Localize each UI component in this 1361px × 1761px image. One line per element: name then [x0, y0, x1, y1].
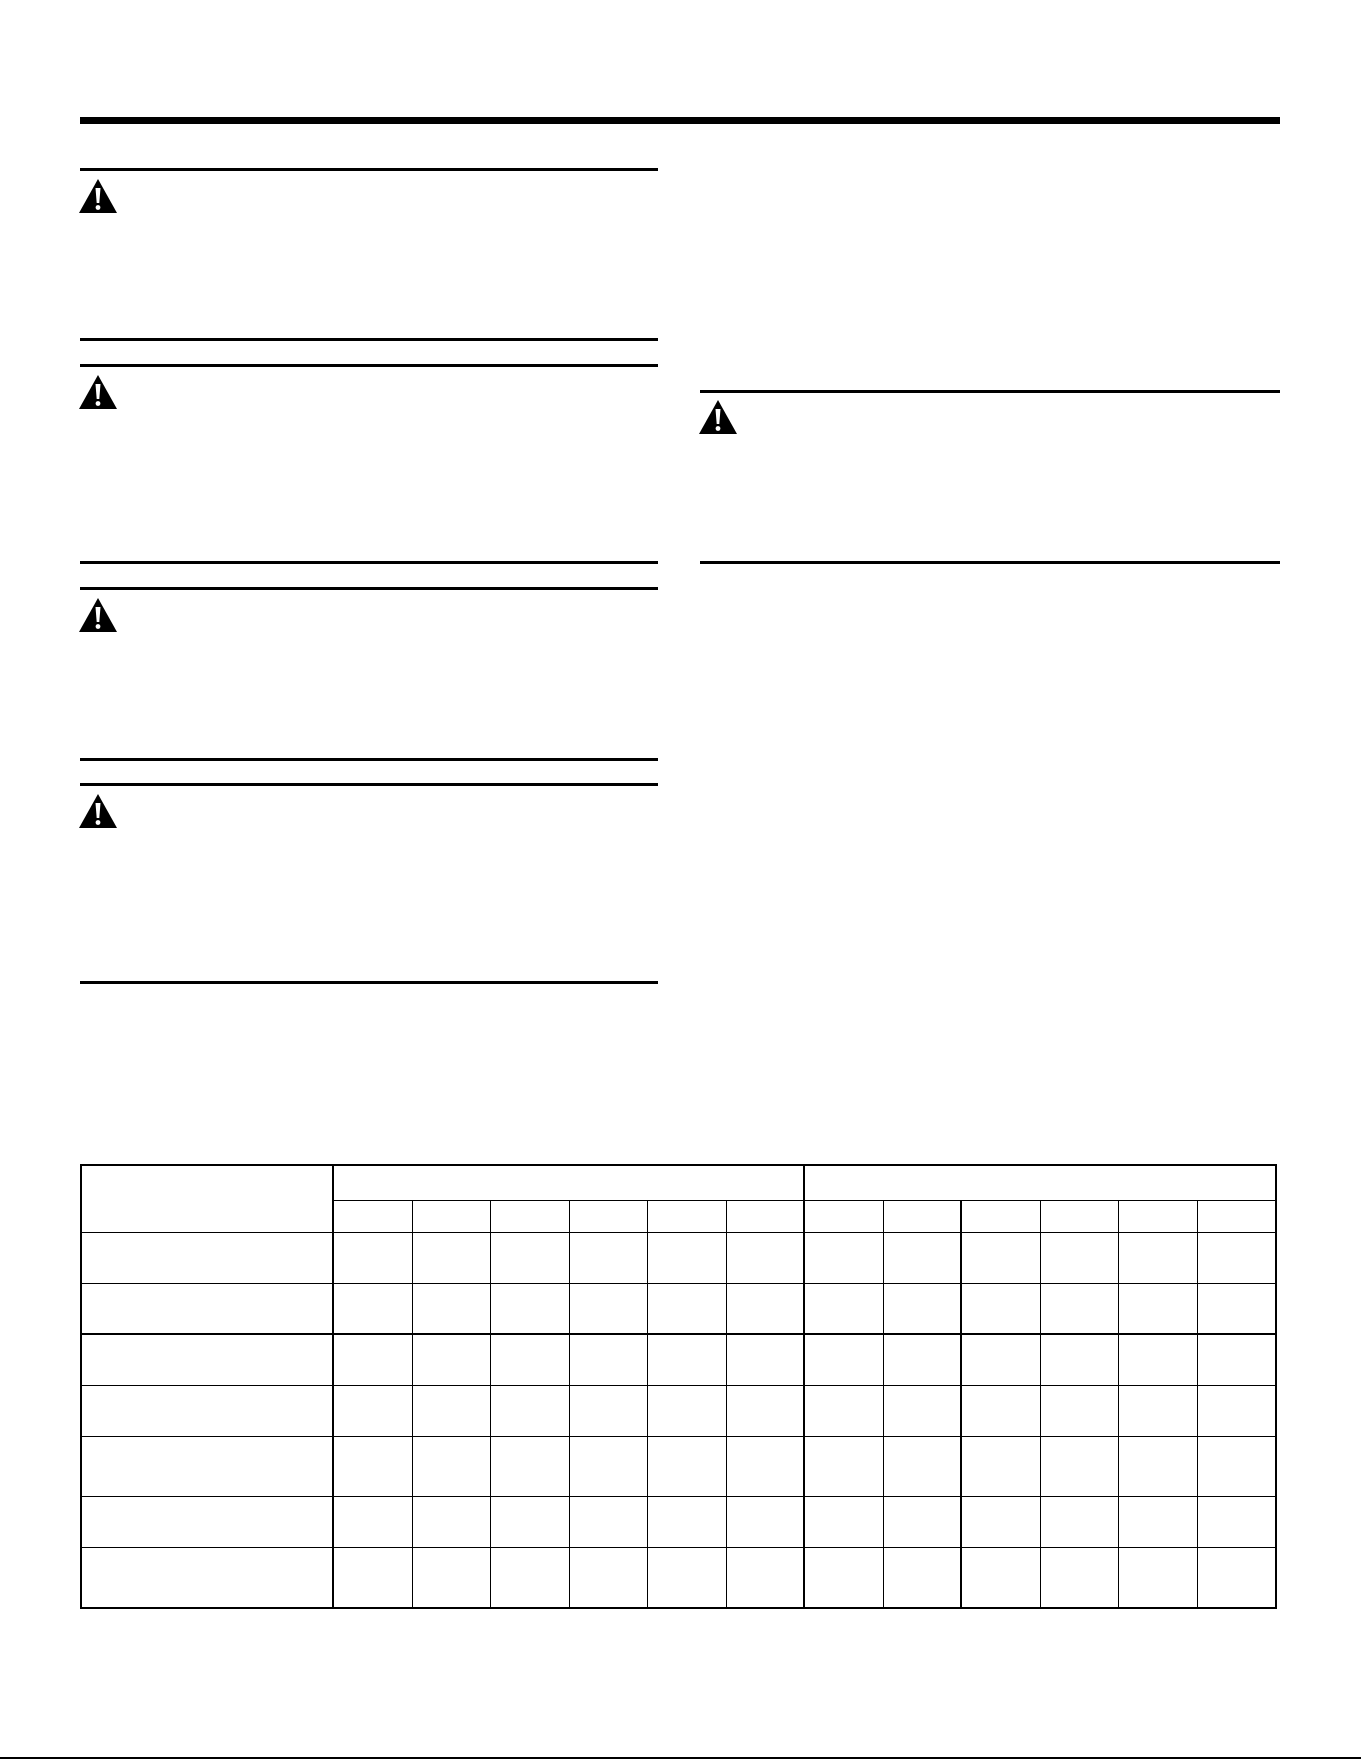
table-sub-header — [647, 1200, 726, 1232]
table-cell — [490, 1548, 569, 1608]
table-cell — [569, 1497, 647, 1548]
warning-3-bottom-rule — [80, 758, 658, 761]
table-cell — [490, 1497, 569, 1548]
warning-2-top-rule — [80, 364, 658, 367]
table-cell — [490, 1334, 569, 1385]
table-cell — [961, 1548, 1040, 1608]
table-sub-header — [883, 1200, 961, 1232]
table-cell — [1197, 1497, 1276, 1548]
table-cell — [333, 1283, 412, 1334]
table-group-header-row — [81, 1165, 1276, 1200]
footer-rule — [0, 1757, 1361, 1759]
table-cell — [1040, 1385, 1118, 1436]
table-sub-header — [726, 1200, 804, 1232]
table-group-header — [804, 1165, 1276, 1200]
table-row-label — [81, 1497, 333, 1548]
table-sub-header — [804, 1200, 883, 1232]
table-cell — [412, 1437, 490, 1497]
warning-3-top-rule — [80, 587, 658, 590]
table-sub-header — [333, 1200, 412, 1232]
table-cell — [490, 1385, 569, 1436]
warning-4-bottom-rule — [80, 981, 658, 984]
table-cell — [1197, 1334, 1276, 1385]
table-cell — [804, 1437, 883, 1497]
table-cell — [1118, 1548, 1197, 1608]
warning-triangle-icon — [698, 399, 738, 435]
warning-5-top-rule — [700, 390, 1280, 393]
table-cell — [647, 1283, 726, 1334]
table-cell — [412, 1334, 490, 1385]
table-cell — [883, 1334, 961, 1385]
table-cell — [333, 1232, 412, 1283]
spec-table — [80, 1164, 1277, 1609]
table-cell — [490, 1437, 569, 1497]
table-cell — [726, 1334, 804, 1385]
table-cell — [1118, 1334, 1197, 1385]
table-row-label — [81, 1232, 333, 1283]
table-row-label — [81, 1437, 333, 1497]
table-cell — [961, 1437, 1040, 1497]
warning-triangle-icon — [78, 374, 118, 410]
table-row-label — [81, 1283, 333, 1334]
warning-1-bottom-rule — [80, 338, 658, 341]
table-cell — [726, 1548, 804, 1608]
table-cell — [412, 1548, 490, 1608]
table-cell — [333, 1437, 412, 1497]
table-cell — [1118, 1497, 1197, 1548]
table-cell — [804, 1283, 883, 1334]
table-cell — [1118, 1283, 1197, 1334]
table-cell — [412, 1497, 490, 1548]
table-cell — [647, 1334, 726, 1385]
table-cell — [647, 1548, 726, 1608]
table-cell — [412, 1232, 490, 1283]
table-cell — [961, 1385, 1040, 1436]
table-cell — [1040, 1497, 1118, 1548]
table-cell — [961, 1283, 1040, 1334]
table-cell — [883, 1232, 961, 1283]
table-cell — [333, 1548, 412, 1608]
table-sub-header — [1118, 1200, 1197, 1232]
table-sub-header — [1040, 1200, 1118, 1232]
header-rule — [80, 117, 1280, 124]
table-cell — [569, 1548, 647, 1608]
table-cell — [490, 1283, 569, 1334]
table-cell — [1118, 1437, 1197, 1497]
table-cell — [726, 1437, 804, 1497]
table-sub-header — [961, 1200, 1040, 1232]
table-cell — [333, 1334, 412, 1385]
table-cell — [647, 1232, 726, 1283]
table-cell — [961, 1334, 1040, 1385]
table-cell — [726, 1232, 804, 1283]
table-cell — [569, 1283, 647, 1334]
table-cell — [569, 1385, 647, 1436]
table-cell — [647, 1437, 726, 1497]
table-cell — [333, 1385, 412, 1436]
table-cell — [804, 1334, 883, 1385]
table-sub-header — [412, 1200, 490, 1232]
table-cell — [883, 1385, 961, 1436]
table-cell — [883, 1283, 961, 1334]
table-cell — [569, 1334, 647, 1385]
table-cell — [1197, 1548, 1276, 1608]
warning-triangle-icon — [78, 178, 118, 214]
table-cell — [961, 1232, 1040, 1283]
table-cell — [1197, 1385, 1276, 1436]
table-sub-header — [1197, 1200, 1276, 1232]
table-corner-cell — [81, 1165, 333, 1232]
table-cell — [412, 1283, 490, 1334]
table-sub-header — [490, 1200, 569, 1232]
table-cell — [647, 1497, 726, 1548]
table-cell — [726, 1385, 804, 1436]
table-cell — [1197, 1232, 1276, 1283]
table-row — [81, 1334, 1276, 1385]
table-sub-header — [569, 1200, 647, 1232]
table-row — [81, 1232, 1276, 1283]
table-cell — [647, 1385, 726, 1436]
table-row — [81, 1548, 1276, 1608]
table-cell — [1040, 1283, 1118, 1334]
table-cell — [412, 1385, 490, 1436]
warning-1-top-rule — [80, 168, 658, 171]
table-cell — [804, 1232, 883, 1283]
table-row-label — [81, 1385, 333, 1436]
table-group-header — [333, 1165, 804, 1200]
warning-2-bottom-rule — [80, 561, 658, 564]
table-cell — [726, 1283, 804, 1334]
table-cell — [569, 1437, 647, 1497]
table-cell — [333, 1497, 412, 1548]
table-cell — [1197, 1437, 1276, 1497]
warning-4-top-rule — [80, 783, 658, 786]
table-cell — [1118, 1385, 1197, 1436]
table-cell — [804, 1548, 883, 1608]
table-cell — [961, 1497, 1040, 1548]
table-row — [81, 1437, 1276, 1497]
table-cell — [883, 1437, 961, 1497]
table-row-label — [81, 1334, 333, 1385]
table-cell — [1040, 1548, 1118, 1608]
table-cell — [1040, 1334, 1118, 1385]
warning-triangle-icon — [78, 597, 118, 633]
table-cell — [1118, 1232, 1197, 1283]
table-cell — [569, 1232, 647, 1283]
warning-5-bottom-rule — [700, 561, 1280, 564]
table-cell — [804, 1385, 883, 1436]
table-cell — [726, 1497, 804, 1548]
table-row — [81, 1497, 1276, 1548]
table-cell — [804, 1497, 883, 1548]
table-cell — [883, 1497, 961, 1548]
table-cell — [1197, 1283, 1276, 1334]
table-cell — [883, 1548, 961, 1608]
table-cell — [1040, 1232, 1118, 1283]
table-cell — [1040, 1437, 1118, 1497]
table-row-label — [81, 1548, 333, 1608]
table-row — [81, 1283, 1276, 1334]
table-cell — [490, 1232, 569, 1283]
table-row — [81, 1385, 1276, 1436]
warning-triangle-icon — [78, 793, 118, 829]
